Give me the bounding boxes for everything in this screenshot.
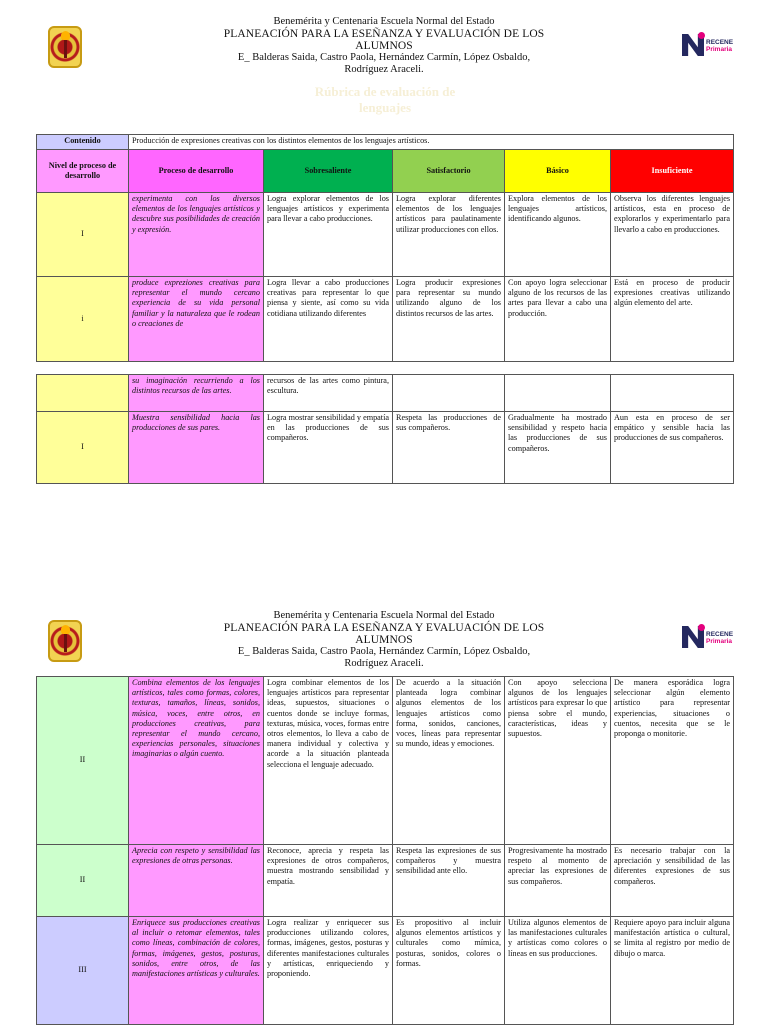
process-cell: Muestra sensibilidad hacia las producciones de sus pares.	[129, 412, 264, 484]
insuficiente-cell: Requiere apoyo para incluir alguna manifestación artística o cultural, se limita al registro por medio de dibujo o marca.	[611, 917, 734, 1025]
header-authors-cont: Rodríguez Araceli.	[344, 64, 424, 75]
sobresaliente-cell: Logra combinar elementos de los lenguajes artísticos para representar ideas, supuestos, situaciones o cuentos donde se incluye formas, texturas, música, voces, formas entre otros elementos, lo lleva a cabo de manera individual y colectiva y acorde a la situación planteada selecciona el lenguaje adecuado.	[264, 677, 393, 845]
table-row	[37, 677, 734, 845]
recene-logo-icon: RECENE Primaria	[682, 32, 738, 60]
basico-cell	[505, 375, 611, 412]
header-title: PLANEACIÓN PARA LA ESEÑANZA Y EVALUACIÓN DE LOS	[223, 28, 545, 40]
table-row	[37, 277, 734, 362]
content-label: Contenido	[37, 135, 129, 150]
header-authors: E_ Balderas Saida, Castro Paola, Hernández Carmín, López Osbaldo,	[237, 646, 531, 657]
sobresaliente-cell: Logra explorar elementos de los lenguajes artísticos y experimenta para llevar a cabo producciones.	[264, 193, 393, 277]
faded-rubric-title: Rúbrica de evaluación de lenguajes	[314, 84, 456, 115]
rubric-table-2	[36, 374, 734, 484]
insuficiente-cell: Observa los diferentes lenguajes artísticos, esta en proceso de explorarlos y experimentarlo para llevarlo a cabo en producciones.	[611, 193, 734, 277]
satisfactorio-cell: De acuerdo a la situación planteada logra combinar algunos elementos de los lenguajes artísticos como forma, sonidos, canciones, voces, líneas para representar su mundo, ideas y emociones.	[393, 677, 505, 845]
header-school: Benemérita y Centenaria Escuela Normal del Estado	[273, 610, 495, 621]
basico-cell: Gradualmente ha mostrado sensibilidad y respeto hacia las producciones de sus compañeros.	[505, 412, 611, 484]
page-header	[0, 610, 768, 670]
page-header	[0, 16, 768, 76]
table-row	[37, 412, 734, 484]
satisfactorio-cell: Es propositivo al incluir algunos elementos artísticos y culturales como mímica, posturas, sonidos, colores o formas.	[393, 917, 505, 1025]
satisfactorio-cell: Respeta las producciones de sus compañeros.	[393, 412, 505, 484]
header-school: Benemérita y Centenaria Escuela Normal del Estado	[273, 16, 495, 27]
table-row	[37, 193, 734, 277]
level-cell: III	[37, 917, 129, 1025]
level-cell	[37, 375, 129, 412]
table-row	[37, 845, 734, 917]
sobresaliente-cell: Logra mostrar sensibilidad y empatía en las producciones de sus compañeros.	[264, 412, 393, 484]
table-row	[37, 375, 734, 412]
process-cell: Combina elementos de los lenguajes artísticos, tales como formas, colores, texturas, tamaños, líneas, sonidos, música, voces, entre otros, en producciones creativas, para representar el mundo cercano, experiencias personales, situaciones imaginarias o algún cuento.	[129, 677, 264, 845]
process-cell: produce expreziones creativas para representar el mundo cercano experiencia de su vida personal familiar y la naturaleza que le rodean o creaciones de	[129, 277, 264, 362]
level-cell: I	[37, 412, 129, 484]
header-title-cont: ALUMNOS	[355, 634, 413, 646]
header-satisfactorio: Satisfactorio	[393, 150, 505, 193]
process-cell: Aprecia con respeto y sensibilidad las expresiones de otras personas.	[129, 845, 264, 917]
header-basico: Básico	[505, 150, 611, 193]
insuficiente-cell: Está en proceso de producir expresiones creativas utilizando algún elemento del arte.	[611, 277, 734, 362]
satisfactorio-cell: Logra explorar diferentes elementos de los lenguajes artísticos para paulatinamente utilizar producciones con ellos.	[393, 193, 505, 277]
header-authors-cont: Rodríguez Araceli.	[344, 658, 424, 669]
insuficiente-cell: De manera esporádica logra seleccionar algún elemento artístico para representar experiencias, situaciones o cuentos, necesita que se le proponga o monitorie.	[611, 677, 734, 845]
basico-cell: Progresivamente ha mostrado respeto al momento de apreciar las expresiones de sus compañeros.	[505, 845, 611, 917]
basico-cell: Explora elementos de los lenguajes artísticos, identificando algunos.	[505, 193, 611, 277]
header-authors: E_ Balderas Saida, Castro Paola, Hernández Carmín, López Osbaldo,	[237, 52, 531, 63]
recene-logo-icon: RECENE Primaria	[682, 624, 738, 652]
basico-cell: Utiliza algunos elementos de las manifestaciones culturales y artísticas como colores o líneas en sus producciones.	[505, 917, 611, 1025]
header-title: PLANEACIÓN PARA LA ESEÑANZA Y EVALUACIÓN DE LOS	[223, 622, 545, 634]
content-text: Producción de expresiones creativas con los distintos elementos de los lenguajes artísticos.	[129, 135, 734, 150]
rubric-table-1	[36, 134, 734, 362]
sobresaliente-cell: Logra realizar y enriquecer sus producciones utilizando colores, formas, imágenes, gestos, posturas y diferentes manifestaciones culturales y artísticas, enriqueciendo y proponiendo.	[264, 917, 393, 1025]
rubric-table-3	[36, 676, 734, 1025]
insuficiente-cell	[611, 375, 734, 412]
sobresaliente-cell: Logra llevar a cabo producciones creativas para representar lo que piensa y siente, así como su vida cotidiana utilizando diferentes	[264, 277, 393, 362]
header-process: Proceso de desarrollo	[129, 150, 264, 193]
level-cell: I	[37, 193, 129, 277]
basico-cell: Con apoyo logra seleccionar alguno de los recursos de las artes para llevar a cabo una producción.	[505, 277, 611, 362]
level-cell: II	[37, 845, 129, 917]
header-insuficiente: Insuficiente	[611, 150, 734, 193]
satisfactorio-cell	[393, 375, 505, 412]
satisfactorio-cell: Logra producir expresiones para representar su mundo utilizando alguno de los distintos recursos de las artes.	[393, 277, 505, 362]
process-cell: Enriquece sus producciones creativas al incluir o retomar elementos, tales como líneas, combinación de colores, formas, imágenes, gestos, posturas, sonidos, entre otros, de las manifestaciones artísticas y culturales.	[129, 917, 264, 1025]
process-cell: su imaginación recurriendo a los distintos recursos de las artes.	[129, 375, 264, 412]
header-sobresaliente: Sobresaliente	[264, 150, 393, 193]
process-cell: experimenta con los diversos elementos de los lenguajes artísticos y descubre sus posibilidades de creación y expresión.	[129, 193, 264, 277]
basico-cell: Con apoyo selecciona algunos de los lenguajes artísticos para expresar lo que piensa sobre el mundo, características, ideas y supuestos.	[505, 677, 611, 845]
sobresaliente-cell: Reconoce, aprecia y respeta las expresiones de otros compañeros, muestra mostrando sensibilidad y empatía.	[264, 845, 393, 917]
sobresaliente-cell: recursos de las artes como pintura, escultura.	[264, 375, 393, 412]
table-row	[37, 917, 734, 1025]
insuficiente-cell: Aun esta en proceso de ser empático y sensible hacia las producciones de sus compañeros.	[611, 412, 734, 484]
header-title-cont: ALUMNOS	[355, 40, 413, 52]
level-cell: II	[37, 677, 129, 845]
level-cell: i	[37, 277, 129, 362]
header-level: Nivel de proceso de desarrollo	[37, 150, 129, 193]
insuficiente-cell: Es necesario trabajar con la apreciación y sensibilidad de las diferentes expresiones de sus compañeros.	[611, 845, 734, 917]
satisfactorio-cell: Respeta las expresiones de sus compañeros y muestra sensibilidad ante ello.	[393, 845, 505, 917]
